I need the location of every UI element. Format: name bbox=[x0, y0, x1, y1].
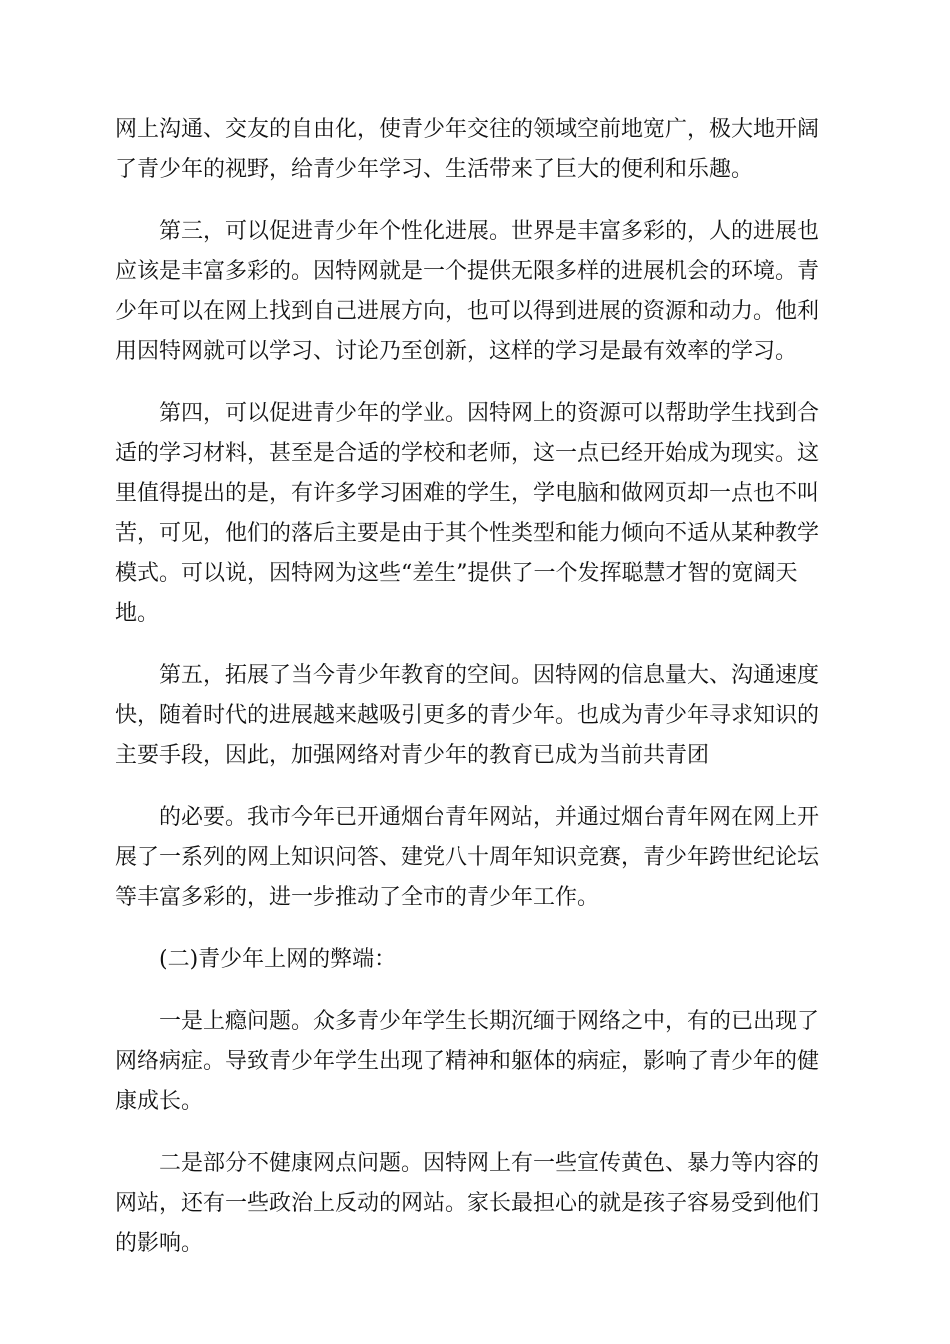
paragraph-3: 第四，可以促进青少年的学业。因特网上的资源可以帮助学生找到合适的学习材料，甚至是合适的学校和老师，这一点已经开始成为现实。这里值得提出的是，有许多学习困难的学生，学电脑和做网页却一点也不叫苦，可见，他们的落后主要是由于其个性类型和能力倾向不适从某种教学模式。可以说，因特网为这些“差生”提供了一个发挥聪慧才智的宽阔天地。 bbox=[115, 401, 820, 626]
document-body bbox=[115, 110, 835, 1264]
paragraph-6: 一是上瘾问题。众多青少年学生长期沉缅于网络之中，有的已出现了网络病症。导致青少年学生出现了精神和躯体的病症，影响了青少年的健康成长。 bbox=[115, 1009, 820, 1114]
paragraph-1: 网上沟通、交友的自由化，使青少年交往的领域空前地宽广，极大地开阔了青少年的视野，给青少年学习、生活带来了巨大的便利和乐趣。 bbox=[115, 117, 820, 182]
paragraph-4: 第五，拓展了当今青少年教育的空间。因特网的信息量大、沟通速度快，随着时代的进展越来越吸引更多的青少年。也成为青少年寻求知识的主要手段，因此，加强网络对青少年的教育已成为当前共青团 bbox=[115, 663, 820, 768]
paragraph-5: 的必要。我市今年已开通烟台青年网站，并通过烟台青年网在网上开展了一系列的网上知识问答、建党八十周年知识竞赛，青少年跨世纪论坛等丰富多彩的，进一步推动了全市的青少年工作。 bbox=[115, 805, 820, 910]
paragraph-2: 第三，可以促进青少年个性化进展。世界是丰富多彩的，人的进展也应该是丰富多彩的。因特网就是一个提供无限多样的进展机会的环境。青少年可以在网上找到自己进展方向，也可以得到进展的资源和动力。他利用因特网就可以学习、讨论乃至创新，这样的学习是最有效率的学习。 bbox=[115, 219, 820, 364]
paragraph-7: 二是部分不健康网点问题。因特网上有一些宣传黄色、暴力等内容的网站，还有一些政治上反动的网站。家长最担心的就是孩子容易受到他们的影响。 bbox=[115, 1151, 820, 1256]
section-heading: (二)青少年上网的弊端： bbox=[159, 947, 397, 972]
